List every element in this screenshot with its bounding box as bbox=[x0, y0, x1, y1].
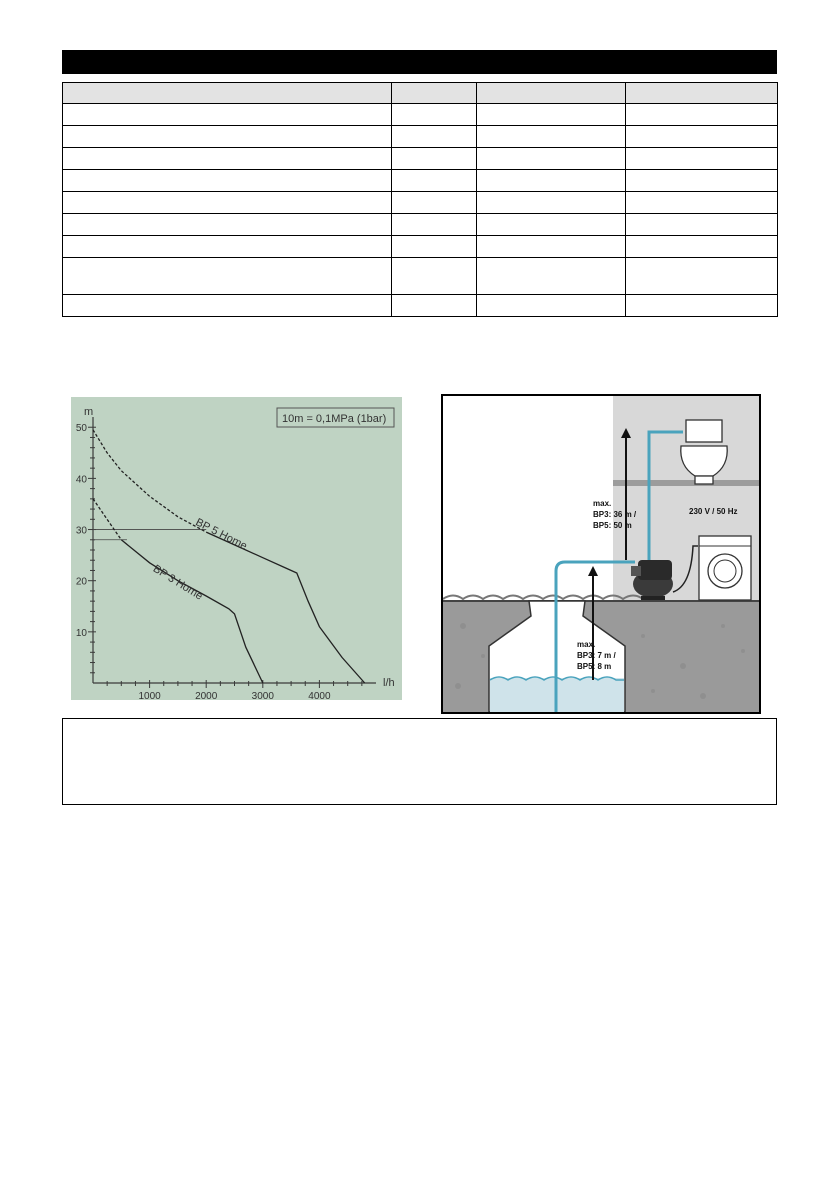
x-tick-label: 3000 bbox=[251, 691, 274, 700]
series-label: BP 5 Home bbox=[193, 516, 249, 553]
table-row bbox=[63, 236, 778, 258]
washing-machine bbox=[699, 536, 751, 600]
max-height-label-line1: max. bbox=[593, 499, 612, 508]
x-tick-label: 4000 bbox=[308, 691, 331, 700]
x-tick-label: 2000 bbox=[195, 691, 218, 700]
max-suction-label-line3: BP5: 8 m bbox=[577, 662, 612, 671]
x-axis-label: l/h bbox=[383, 677, 395, 689]
table-header-row bbox=[63, 83, 778, 104]
table-row bbox=[63, 170, 778, 192]
table-row bbox=[63, 214, 778, 236]
table-row bbox=[63, 104, 778, 126]
table-title-bar bbox=[62, 50, 777, 74]
y-axis-label: m bbox=[84, 406, 94, 418]
max-height-label-line2: BP3: 36 m / bbox=[593, 510, 637, 519]
table-row bbox=[63, 126, 778, 148]
max-height-label-line3: BP5: 50 m bbox=[593, 521, 632, 530]
installation-diagram bbox=[441, 394, 761, 714]
y-tick-label: 20 bbox=[75, 576, 87, 588]
series-line bbox=[206, 532, 365, 683]
series-line-dashed bbox=[93, 430, 206, 532]
y-tick-label: 40 bbox=[75, 474, 87, 486]
floor-band bbox=[613, 480, 759, 486]
y-tick-label: 10 bbox=[75, 627, 87, 639]
specifications-table bbox=[62, 82, 778, 317]
series-line-dashed bbox=[93, 499, 121, 540]
table-row bbox=[63, 258, 778, 295]
pump-performance-chart bbox=[71, 397, 402, 700]
y-tick-label: 30 bbox=[75, 525, 87, 537]
max-suction-label-line1: max. bbox=[577, 640, 596, 649]
series-label: BP 3 Home bbox=[150, 562, 205, 603]
max-suction-arrowhead bbox=[588, 566, 598, 576]
series-line bbox=[121, 540, 262, 683]
chart-svg bbox=[71, 397, 402, 700]
unit-note: 10m = 0,1MPa (1bar) bbox=[282, 413, 387, 425]
installation-svg bbox=[443, 396, 759, 712]
voltage-label: 230 V / 50 Hz bbox=[689, 507, 738, 516]
x-tick-label: 1000 bbox=[138, 691, 161, 700]
notice-box bbox=[62, 718, 777, 805]
table-row bbox=[63, 148, 778, 170]
max-suction-label-line2: BP3: 7 m / bbox=[577, 651, 616, 660]
table-row bbox=[63, 192, 778, 214]
y-tick-label: 50 bbox=[75, 423, 87, 435]
table-row bbox=[63, 295, 778, 317]
